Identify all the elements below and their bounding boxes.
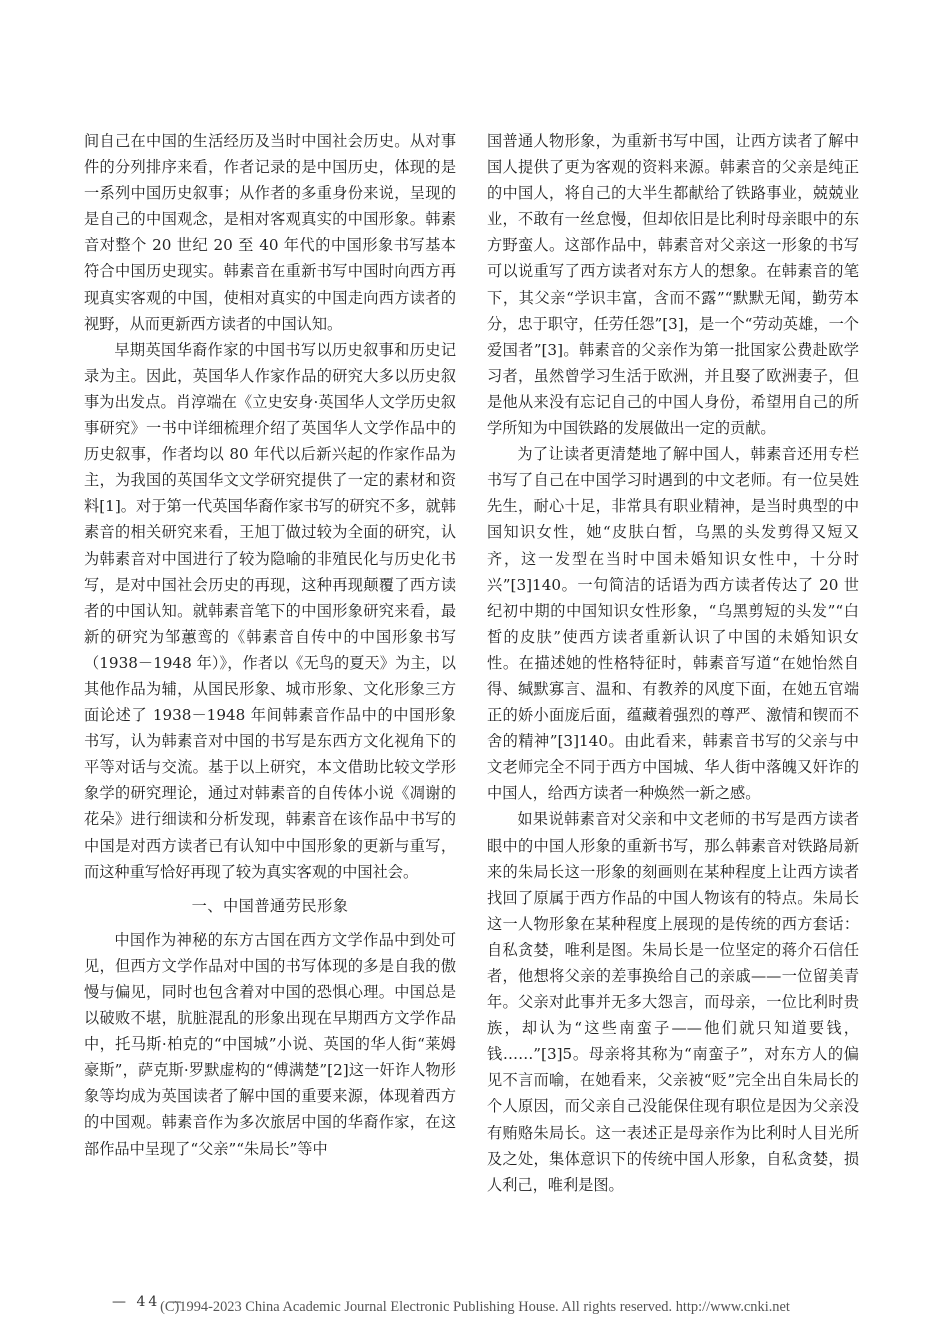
section-heading: 一、中国普通劳民形象 <box>191 896 349 915</box>
paragraph: 间自己在中国的生活经历及当时中国社会历史。从对事件的分列排序来看，作者记录的是中国历史，体现的是一系列中国历史叙事；从作者的多重身份来说，呈现的是自己的中国观念，是相对客观真实的中国形象。韩素音对整个 20 世纪 20 至 40 年代的中国形象书写基本符合中国历史现实。韩素音在重新书写中国时向西方再现真实客观的中国，使相对真实的中国走向西方读者的视野，从而更新西方读者的中国认知。 <box>84 132 456 333</box>
left-column <box>84 128 456 1162</box>
paragraph: 国普通人物形象，为重新书写中国，让西方读者了解中国人提供了更为客观的资料来源。韩素音的父亲是纯正的中国人，将自己的大半生都献给了铁路事业，兢兢业业，不敢有一丝怠慢，但却依旧是比利时母亲眼中的东方野蛮人。这部作品中，韩素音对父亲这一形象的书写可以说重写了西方读者对东方人的想象。在韩素音的笔下，其父亲“学识丰富，含而不露”“默默无闻，勤劳本分，忠于职守，任劳任怨”[3]，是一个“劳动英雄，一个爱国者”[3]。韩素音的父亲作为第一批国家公费赴欧学习者，虽然曾学习生活于欧洲，并且娶了欧洲妻子，但是他从来没有忘记自己的中国人身份，希望用自己的所学所知为中国铁路的发展做出一定的贡献。 <box>487 132 859 438</box>
page-number: — 44 — <box>112 1294 185 1310</box>
paragraph: 早期英国华裔作家的中国书写以历史叙事和历史记录为主。因此，英国华人作家作品的研究大多以历史叙事为出发点。肖淳端在《立史安身·英国华人文学历史叙事研究》一书中详细梳理介绍了英国华人文学作品中的历史叙事，作者均以 80 年代以后新兴起的作家作品为主，为我国的英国华文文学研究提供了一定的素材和资料[1]。对于第一代英国华裔作家书写的研究不多，就韩素音的相关研究来看，王旭丁做过较为全面的研究，认为韩素音对中国进行了较为隐喻的非殖民化与历史化书写，是对中国社会历史的再现，这种再现颠覆了西方读者的中国认知。就韩素音笔下的中国形象研究来看，最新的研究为邹蕙鸾的《韩素音自传中的中国形象书写（1938－1948 年）》，作者以《无鸟的夏天》为主，以其他作品为辅，从国民形象、城市形象、文化形象三方面论述了 1938－1948 年间韩素音作品中的中国形象书写，认为韩素音对中国的书写是东西方文化视角下的平等对话与交流。基于以上研究，本文借助比较文学形象学的研究理论，通过对韩素音的自传体小说《凋谢的花朵》进行细读和分析发现，韩素音在该作品中书写的中国是对西方读者已有认知中中国形象的更新与重写，而这种重写恰好再现了较为真实客观的中国社会。 <box>84 340 456 881</box>
copyright-footer: (C)1994-2023 China Academic Journal Electronic Publishing House. All rights reserved. http://www.cnki.net <box>160 1299 790 1315</box>
paragraph: 如果说韩素音对父亲和中文老师的书写是西方读者眼中的中国人形象的重新书写，那么韩素音对铁路局新来的朱局长这一形象的刻画则在某种程度上让西方读者找回了原属于西方作品的中国人物该有的特点。朱局长这一人物形象在某种程度上展现的是传统的西方套话：自私贪婪，唯利是图。朱局长是一位坚定的蒋介石信任者，他想将父亲的差事换给自己的亲戚——一位留美青年。父亲对此事并无多大怨言，而母亲，一位比利时贵族，却认为“这些南蛮子——他们就只知道要钱，钱……”[3]5。母亲将其称为“南蛮子”，对东方人的偏见不言而喻，在她看来，父亲被“贬”完全出自朱局长的个人原因，而父亲自己没能保住现有职位是因为父亲没有贿赂朱局长。这一表述正是母亲作为比利时人目光所及之处，集体意识下的传统中国人形象，自私贪婪，损人利己，唯利是图。 <box>487 810 859 1194</box>
paragraph: 为了让读者更清楚地了解中国人，韩素音还用专栏书写了自己在中国学习时遇到的中文老师。有一位吴姓先生，耐心十足，非常具有职业精神，是当时典型的中国知识女性，她“皮肤白皙，乌黑的头发剪得又短又齐，这一发型在当时中国未婚知识女性中，十分时兴”[3]140。一句简洁的话语为西方读者传达了 20 世纪初中期的中国知识女性形象，“乌黑剪短的头发”“白皙的皮肤”使西方读者重新认识了中国的未婚知识女性。在描述她的性格特征时，韩素音写道“在她怡然自得、缄默寡言、温和、有教养的风度下面，在她五官端正的娇小面庞后面，蕴藏着强烈的尊严、激情和锲而不舍的精神”[3]140。由此看来，韩素音书写的父亲与中文老师完全不同于西方中国城、华人街中落魄又奸诈的中国人，给西方读者一种焕然一新之感。 <box>487 445 859 803</box>
paragraph: 中国作为神秘的东方古国在西方文学作品中到处可见，但西方文学作品对中国的书写体现的多是自我的傲慢与偏见，同时也包含着对中国的恐惧心理。中国总是以破败不堪，肮脏混乱的形象出现在早期西方文学作品中，托马斯·柏克的“中国城”小说、英国的华人街“莱姆豪斯”，萨克斯·罗默虚构的“傅满楚”[2]这一奸诈人物形象等均成为英国读者了解中国的重要来源，体现着西方的中国观。韩素音作为多次旅居中国的华裔作家，在这部作品中呈现了“父亲”“朱局长”等中 <box>84 930 456 1158</box>
right-column <box>487 128 859 1198</box>
